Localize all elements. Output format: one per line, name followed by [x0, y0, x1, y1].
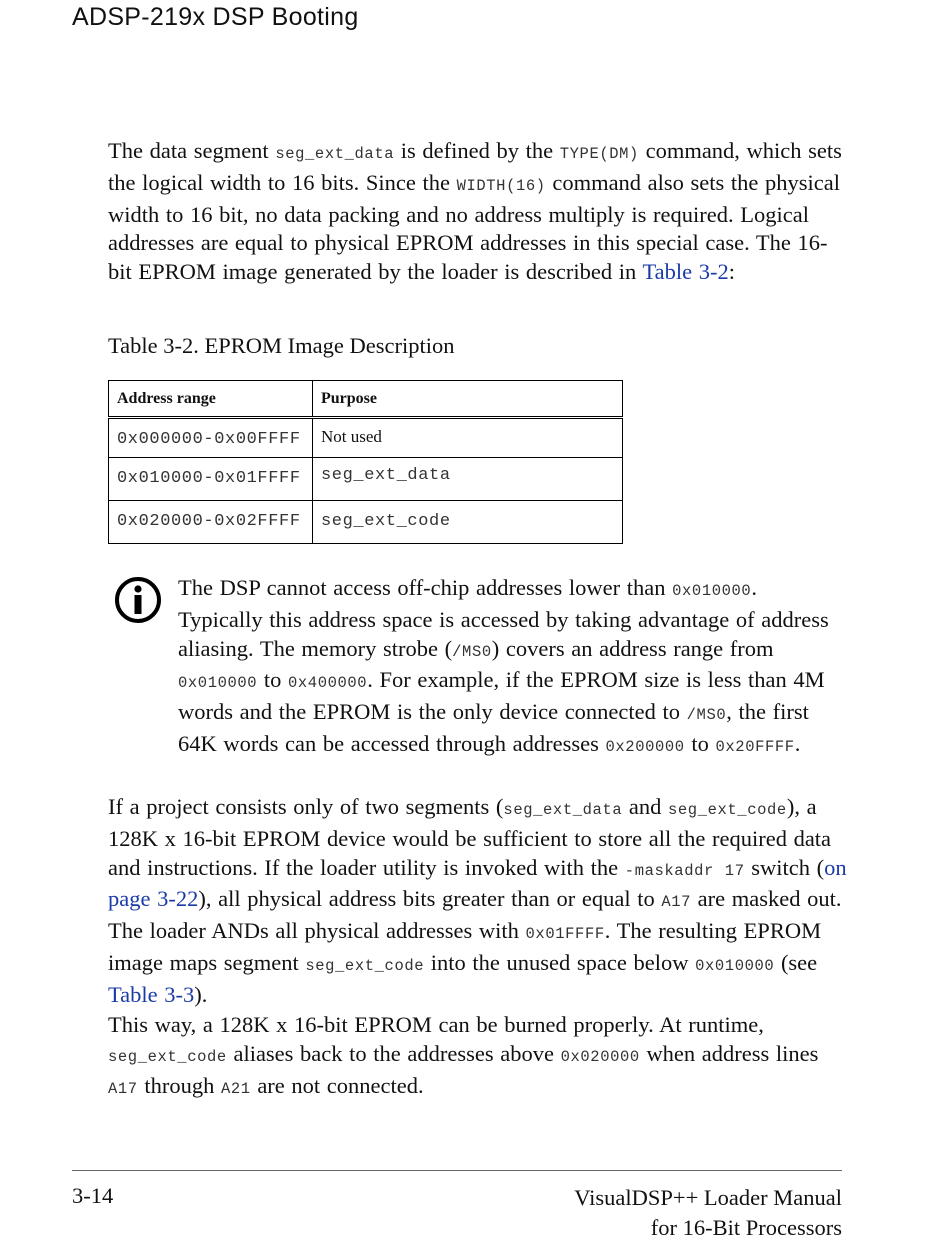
code-address: 0x010000 — [672, 582, 752, 600]
link-table-3-3[interactable]: Table 3-3 — [108, 981, 195, 1007]
text: ) covers an address range from — [491, 635, 774, 661]
code-a17: A17 — [661, 893, 692, 912]
purpose-cell: Not used — [313, 418, 623, 458]
code-address: 0x200000 — [605, 737, 685, 756]
text: are masked out. The loader ANDs all physical addresses with — [108, 886, 842, 944]
text: . For example, if the EPROM size is less than 4M words and the EPROM is the only device connected to — [178, 667, 825, 725]
purpose-cell: seg_ext_data — [313, 458, 623, 501]
text: command also sets the physical width to 16 bit, no data packing and no address multiply is required. Logical addresses are equal to physical EPROM addresses in this special case. The 16-bit EPROM image generated by the loader is described in — [108, 169, 841, 285]
table-header-row — [109, 381, 623, 418]
text: and — [622, 794, 668, 819]
text: The DSP cannot access off-chip addresses lower than — [178, 575, 673, 600]
footer-rule — [72, 1170, 842, 1171]
text: , the first 64K words can be accessed through addresses — [178, 699, 809, 756]
text: aliases back to the addresses above — [226, 1040, 561, 1066]
code-address: 0x010000 — [695, 956, 775, 975]
code-type-dm: TYPE(DM) — [559, 145, 639, 163]
page-number: 3-14 — [72, 1183, 114, 1208]
text: . Typically this address space is accessed by taking advantage of address aliasing. The memory strobe ( — [178, 575, 829, 661]
paragraph-data-segment — [108, 137, 848, 287]
address-range-cell: 0x010000-0x01FFFF — [109, 458, 313, 501]
code-maskaddr: -maskaddr 17 — [624, 861, 745, 880]
paragraph-two-segments — [108, 793, 848, 1010]
table-caption: Table 3-2. EPROM Image Description — [108, 333, 455, 358]
text: (see — [774, 949, 818, 975]
text: through — [137, 1072, 221, 1098]
address-range-cell: 0x000000-0x00FFFF — [109, 418, 313, 458]
text: ), all physical address bits greater than or equal to — [198, 886, 662, 912]
text: when address lines — [639, 1040, 819, 1066]
table-row — [109, 458, 623, 501]
text: . The resulting EPROM image maps segment — [108, 918, 822, 975]
code-address: 0x010000 — [178, 674, 258, 693]
address-range-cell: 0x020000-0x02FFFF — [109, 501, 313, 544]
column-header-purpose: Purpose — [313, 381, 623, 418]
code-seg-ext-data: seg_ext_data — [503, 801, 623, 819]
code-width-16: WIDTH(16) — [456, 176, 546, 195]
text: ). — [194, 981, 208, 1007]
paragraph-runtime — [108, 1011, 848, 1103]
text: This way, a 128K x 16-bit EPROM can be burned properly. At runtime, — [108, 1012, 764, 1037]
code-address: 0x400000 — [287, 674, 368, 693]
text: switch ( — [744, 854, 825, 880]
text: : — [728, 259, 735, 285]
manual-title-line2: for 16-Bit Processors — [650, 1215, 842, 1240]
text: are not connected. — [250, 1072, 424, 1098]
running-header: ADSP-219x DSP Booting — [72, 3, 359, 31]
text: If a project consists only of two segments ( — [108, 794, 504, 819]
text: into the unused space below — [424, 949, 696, 975]
manual-title-line1: VisualDSP++ Loader Manual — [574, 1185, 842, 1210]
code-ms0: /MS0 — [452, 642, 492, 661]
code-address: 0x20FFFF — [715, 737, 795, 756]
code-a21: A21 — [220, 1079, 251, 1098]
link-page-3-22[interactable]: on page 3-22 — [108, 854, 847, 912]
code-address: 0x01FFFF — [525, 925, 605, 944]
text: to — [684, 730, 716, 756]
eprom-image-table — [108, 380, 623, 544]
code-seg-ext-code: seg_ext_code — [108, 1047, 227, 1066]
table-row — [109, 418, 623, 458]
text: . — [794, 730, 801, 756]
link-table-3-2[interactable]: Table 3-2 — [642, 259, 729, 285]
code-seg-ext-data: seg_ext_data — [275, 145, 395, 163]
column-header-address-range: Address range — [109, 381, 313, 418]
note-text — [178, 574, 846, 762]
purpose-cell: seg_ext_code — [313, 501, 623, 544]
text: The data segment — [108, 138, 276, 163]
text: command, which sets the logical width to 16 bits. Since the — [108, 138, 842, 195]
code-seg-ext-code: seg_ext_code — [668, 801, 787, 819]
text: ), a 128K x 16-bit EPROM device would be sufficient to store all the required data and instructions. If the loader utility is invoked with the — [108, 794, 832, 880]
info-icon — [114, 576, 162, 624]
code-a17: A17 — [108, 1079, 138, 1098]
text: to — [257, 667, 288, 693]
manual-title — [574, 1183, 842, 1243]
text: is defined by the — [394, 138, 560, 163]
table-row — [109, 501, 623, 544]
code-ms0: /MS0 — [686, 706, 727, 725]
code-seg-ext-code: seg_ext_code — [305, 956, 425, 975]
code-address: 0x020000 — [560, 1047, 640, 1066]
